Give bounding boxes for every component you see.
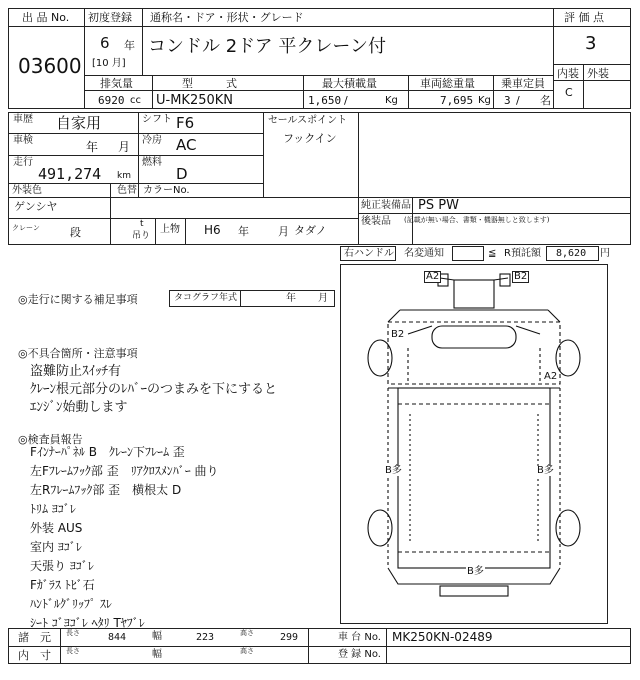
inspector-line: 外装 AUS <box>30 521 83 535</box>
overall-grade: 3 <box>585 33 597 54</box>
capacity-value: 3 <box>504 94 511 107</box>
inspector-line: ﾊﾝﾄﾞﾙｸﾞﾘｯﾌﾟ ｽﾚ <box>30 597 112 611</box>
history-value: 自家用 <box>56 114 102 132</box>
capacity-slash: / <box>516 94 520 107</box>
front-left-wheel <box>368 340 392 376</box>
year-unit: 年 <box>124 39 135 52</box>
upper-month-unit: 月 <box>278 225 289 238</box>
damage-mark: B多 <box>385 465 402 476</box>
inner-length-label: 長さ <box>66 647 80 655</box>
reg-label: 登 録 No. <box>338 649 381 660</box>
defect-line: ｸﾚｰﾝ根元部分のﾚﾊﾞｰのつまみを下にすると <box>30 382 278 397</box>
inspection-label: 車検 <box>13 135 33 146</box>
cab-doors <box>408 348 540 384</box>
interior-grade: C <box>565 86 573 99</box>
inspector-line: 左Fﾌﾚｰﾑﾌｯｸ部 歪 ﾘｱｸﾛｽﾒﾝﾊﾞｰ 曲り <box>30 464 219 478</box>
max-load-label: 最大積載量 <box>322 77 377 90</box>
fuel-value: D <box>176 165 188 183</box>
ac-label: 冷房 <box>142 135 162 146</box>
aftermarket-note: (記載が無い場合、書類・機器無しと致します) <box>404 216 550 224</box>
upper-year: H6 <box>204 223 221 237</box>
chassis-label: 車 台 No. <box>338 632 381 643</box>
damage-mark: A2 <box>426 271 440 282</box>
cab-roof <box>454 280 494 308</box>
gross-weight-label: 車両総重量 <box>420 77 475 90</box>
rhd-label: 右ハンドル <box>344 248 394 259</box>
inner-height-label: 高さ <box>240 647 254 655</box>
fuel-label: 燃料 <box>142 157 162 168</box>
shift-label: シフト <box>142 114 172 125</box>
displacement-unit: cc <box>130 95 141 106</box>
color-change-label: 色替 <box>117 185 137 196</box>
color-label: 外装色 <box>12 185 42 196</box>
damage-mark: B多 <box>467 566 484 577</box>
first-reg-month: [10 月] <box>92 58 126 69</box>
inspection-month-unit: 月 <box>118 140 131 154</box>
aftermarket-label: 後装品 <box>361 216 391 227</box>
front-right-wheel <box>556 340 580 376</box>
crane-t-label: t <box>140 219 144 229</box>
driving-notes-label: ◎走行に関する補足事項 <box>18 293 138 306</box>
bed-side-walls <box>388 388 560 568</box>
ac-value: AC <box>176 136 197 154</box>
recycle-label: ≦ <box>488 248 497 259</box>
damage-mark: B多 <box>537 465 554 476</box>
color-no-label: カラーNo. <box>143 185 190 196</box>
max-load-slash: / <box>344 94 348 107</box>
lot-no-label: 出 品 No. <box>22 11 70 24</box>
gross-weight-unit: Kg <box>478 95 491 106</box>
tacho-label: タコグラフ年式 <box>174 293 238 303</box>
damage-mark: B2 <box>391 329 405 340</box>
damage-mark: A2 <box>544 371 558 382</box>
inspector-line: 天張り ﾖｺﾞﾚ <box>30 559 94 573</box>
first-reg-year: 6 <box>100 34 110 52</box>
length-label: 長さ <box>66 629 80 637</box>
model-value: U-MK250KN <box>156 93 234 108</box>
max-load-unit: Kg <box>385 95 398 106</box>
mileage-value: 491,274 <box>38 165 102 183</box>
crane-lift-label: 吊り <box>132 231 151 241</box>
exterior-grade-label: 外装 <box>587 67 609 80</box>
history-label: 車歴 <box>13 114 33 125</box>
first-reg-label: 初度登録 <box>88 11 132 24</box>
rear-bumper <box>440 586 508 596</box>
gross-weight-value: 7,695 <box>440 94 474 107</box>
lot-no: 03600 <box>18 54 82 78</box>
meter-change-label: 名変通知 <box>404 248 444 259</box>
max-load-value: 1,650 <box>308 94 342 107</box>
inner-dims-label: 内 寸 <box>18 649 51 662</box>
inspector-line: Fｶﾞﾗｽ ﾄﾋﾞ石 <box>30 578 95 592</box>
upper-maker: タダノ <box>294 224 327 237</box>
equipment-value: PS PW <box>418 198 459 213</box>
inspection-year-unit: 年 <box>86 140 99 154</box>
inspector-line: ﾄﾘﾑ ﾖｺﾞﾚ <box>30 502 76 516</box>
shift-value: F6 <box>176 114 195 132</box>
cab-front <box>388 310 560 322</box>
recycle-fee-label: R預託額 <box>504 248 541 259</box>
height-value: 299 <box>280 632 299 643</box>
equipment-label: 純正装備品 <box>361 200 411 211</box>
displacement-value: 6920 <box>98 94 125 107</box>
grade-label: 評 価 点 <box>564 11 604 24</box>
capacity-label: 乗車定員 <box>501 77 545 90</box>
yen-unit: 円 <box>600 248 610 259</box>
dims-label: 諸 元 <box>18 631 51 644</box>
sales-point-value: フックイン <box>283 132 337 145</box>
length-value: 844 <box>108 632 127 643</box>
width-value: 223 <box>196 632 215 643</box>
mileage-label: 走行 <box>13 157 33 168</box>
inspector-line: 室内 ﾖｺﾞﾚ <box>30 540 82 554</box>
interior-grade-label: 内装 <box>557 67 579 80</box>
right-mirror <box>500 274 510 286</box>
cab-outline <box>388 322 560 384</box>
inspector-line: 左Rﾌﾚｰﾑﾌｯｸ部 歪 横根太 D <box>30 483 182 497</box>
vehicle-name: コンドル 2ドア 平クレーン付 <box>148 36 386 57</box>
inner-width-label: 幅 <box>152 649 162 660</box>
capacity-unit: 名 <box>540 94 551 107</box>
inspector-report-label: ◎検査員報告 <box>18 433 83 446</box>
cargo-bed <box>398 388 550 568</box>
color-value: ゲンシヤ <box>14 200 58 213</box>
bed-rails <box>410 414 538 544</box>
damage-mark: B2 <box>514 271 528 282</box>
upper-label: 上物 <box>160 224 180 235</box>
crane-stage-label: 段 <box>70 226 81 239</box>
width-label: 幅 <box>152 631 162 642</box>
defect-line: 盗難防止ｽｲｯﾁ有 <box>30 364 122 379</box>
inspector-line: Fｲﾝﾅｰﾊﾟﾈﾙ B ｸﾚｰﾝ下ﾌﾚｰﾑ 歪 <box>30 445 185 459</box>
mileage-unit: km <box>117 171 131 181</box>
tacho-month-unit: 月 <box>318 293 328 304</box>
windshield <box>432 326 516 348</box>
chassis-value: MK250KN-02489 <box>392 630 493 644</box>
bed-gates <box>398 404 550 552</box>
upper-year-unit: 年 <box>238 225 249 238</box>
height-label: 高さ <box>240 629 254 637</box>
inspector-line: ｼｰﾄ ｺﾞﾖｺﾞﾚ ﾍﾀﾘ Tﾔﾌﾞﾚ <box>30 616 145 630</box>
recycle-fee: 8,620 <box>556 248 587 259</box>
displacement-label: 排気量 <box>100 77 133 90</box>
cab-pillars <box>408 326 540 334</box>
sales-point-label: セールスポイント <box>268 115 348 126</box>
defect-notes-label: ◎不具合箇所・注意事項 <box>18 347 138 360</box>
tacho-year-unit: 年 <box>286 293 296 304</box>
crane-label: クレーン <box>12 224 40 232</box>
defect-line: ｴﾝｼﾞﾝ始動します <box>30 400 128 415</box>
name-label: 通称名・ドア・形状・グレード <box>150 11 304 24</box>
model-label: 型 式 <box>182 77 237 90</box>
